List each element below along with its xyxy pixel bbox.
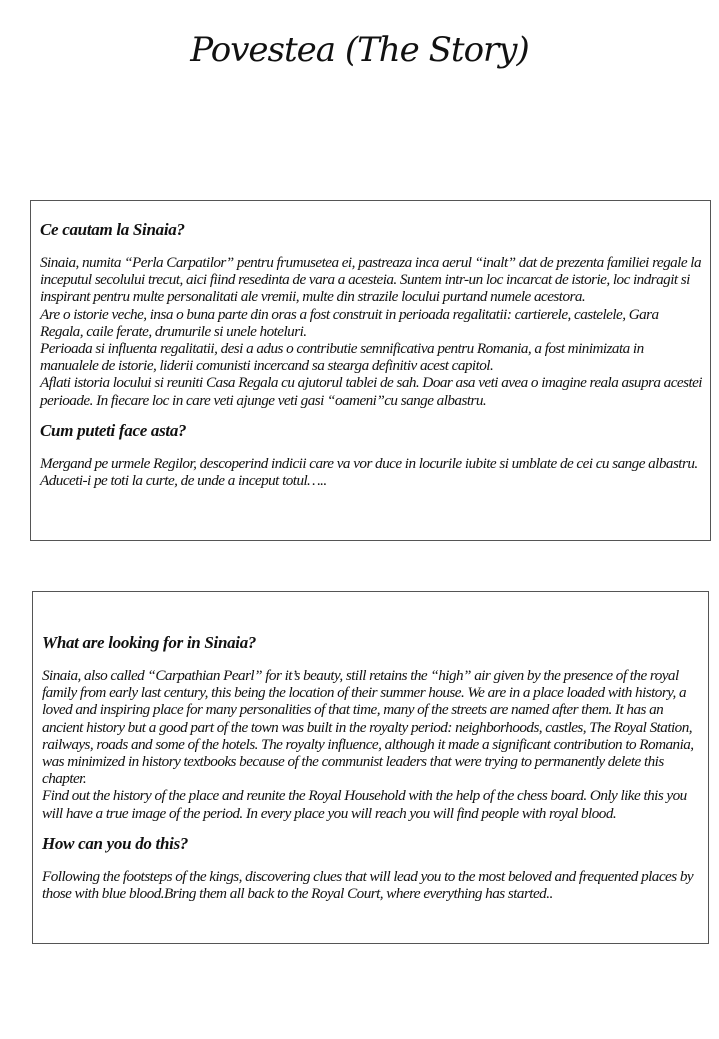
romanian-paragraph: Perioada si influenta regalitatii, desi a adus o contributie semnificativa pentru Romania, a fost minimizata in manualele de istorie, liderii comunisti incercand sa stearga definitiv acest capitol. [40, 340, 644, 375]
english-paragraph: Find out the history of the place and reunite the Royal Household with the help of the chess board. Only like this you will have a true image of the period. In every place you will reach you will find people with royal blood. [42, 787, 687, 822]
english-heading-how: How can you do this? [42, 833, 189, 853]
page-title: Povestea (The Story) [190, 30, 529, 70]
romanian-heading-how: Cum puteti face asta? [40, 420, 187, 440]
english-text-box [32, 591, 709, 944]
english-heading-what: What are looking for in Sinaia? [42, 633, 257, 652]
romanian-paragraph: Sinaia, numita “Perla Carpatilor” pentru frumusetea ei, pastreaza inca aerul “inalt” dat de prezenta familiei regale la inceputul secolului trecut, aici fiind resedinta de vara a acesteia. Suntem intr-un loc incarcat de istorie, loc indragit si inspirant pentru multe personalitati ale vremii, multe din strazile locului purtand numele acestora. [40, 254, 701, 306]
romanian-closing-paragraph: Mergand pe urmele Regilor, descoperind indicii care va vor duce in locurile iubite si umblate de cei cu sange albastru. Aduceti-i pe toti la curte, de unde a inceput totul….. [40, 454, 698, 490]
romanian-text-box [30, 200, 711, 541]
english-paragraph: Sinaia, also called “Carpathian Pearl” for it’s beauty, still retains the “high” air given by the presence of the royal family from early last century, this being the location of their summer house. We are in a place loaded with history, a loved and inspiring place for many personalities of that time, many of the streets are named after them. It has an ancient history but a good part of the town was built in the royalty period: neighborhoods, castles, The Royal Station, railways, roads and some of the hotels. The royalty influence, although it made a significant contribution to Romania, was minimized in history textbooks because of the communist leaders that were trying to permanently delete this chapter. [42, 667, 694, 788]
romanian-paragraph: Aflati istoria locului si reuniti Casa Regala cu ajutorul tablei de sah. Doar asa veti avea o imagine reala asupra acestei perioade. In fiecare loc in care veti ajunge veti gasi “oameni”cu sange albastru. [40, 374, 702, 409]
romanian-paragraph: Are o istorie veche, insa o buna parte din oras a fost construit in perioada regalitatii: cartierele, castelele, Gara Regala, caile ferate, drumurile si unele hoteluri. [40, 305, 659, 340]
romanian-heading-what: Ce cautam la Sinaia? [40, 220, 185, 239]
english-closing-paragraph: Following the footsteps of the kings, discovering clues that will lead you to the most beloved and frequented places by those with blue blood.Bring them all back to the Royal Court, where everything has started.. [42, 867, 694, 903]
